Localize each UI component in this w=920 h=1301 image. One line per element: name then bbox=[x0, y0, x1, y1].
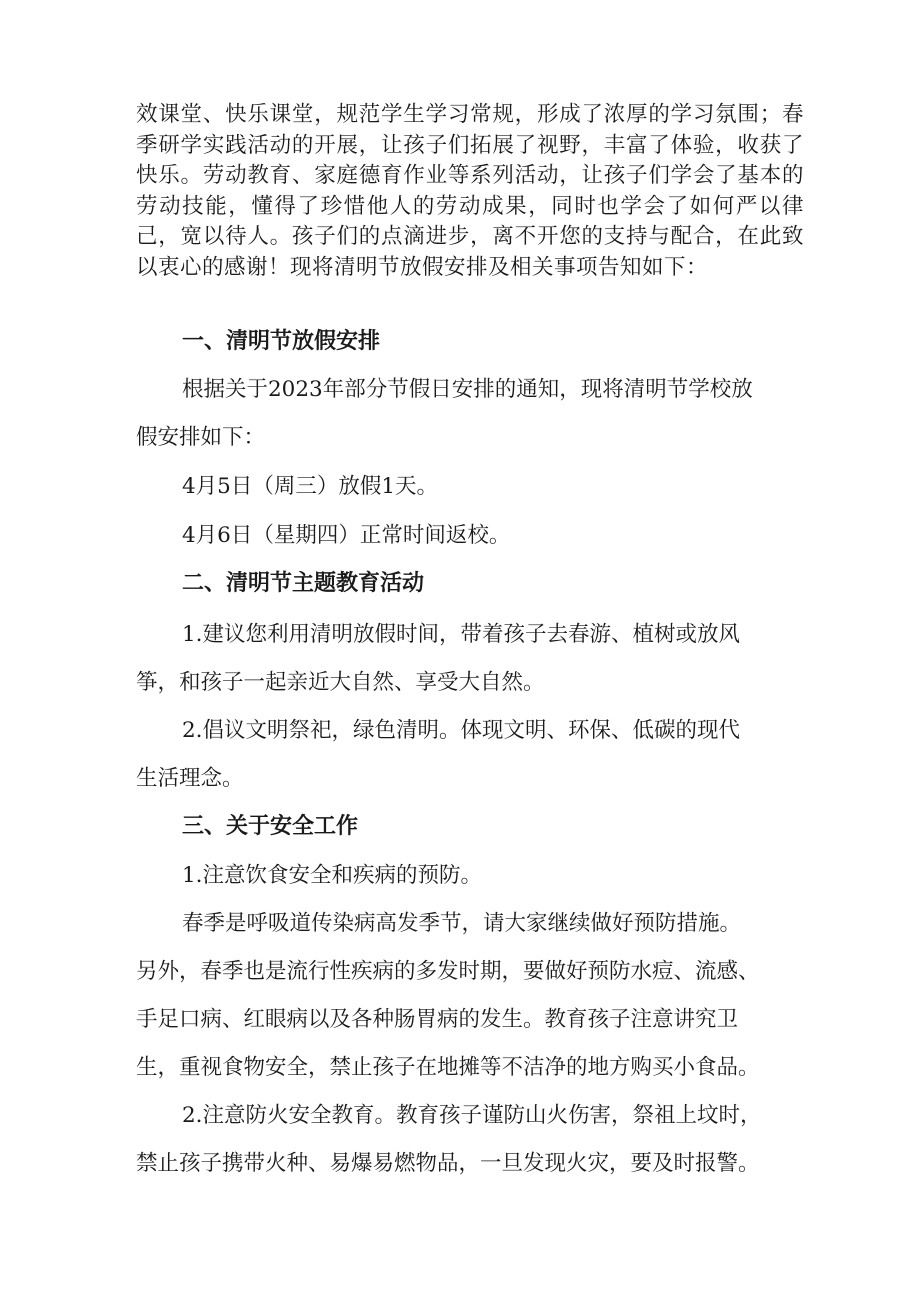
section2-item1-line2: 筝，和孩子一起亲近大自然、享受大自然。 bbox=[136, 670, 545, 695]
section3-item2-line1: 2.注意防火安全教育。教育孩子谨防山火伤害，祭祖上坟时， bbox=[182, 1103, 762, 1128]
section3-item2-line2: 禁止孩子携带火种、易爆易燃物品，一旦发现火灾，要及时报警。 bbox=[136, 1151, 760, 1176]
section3-paragraph-line2: 另外，春季也是流行性疾病的多发时期，要做好预防水痘、流感、 bbox=[136, 959, 760, 984]
section2-item2-line1: 2.倡议文明祭祀，绿色清明。体现文明、环保、低碳的现代 bbox=[182, 718, 741, 743]
section1-heading: 一、清明节放假安排 bbox=[182, 329, 381, 354]
section1-paragraph-line2: 假安排如下： bbox=[136, 425, 266, 450]
intro-paragraph: 效课堂、快乐课堂，规范学生学习常规，形成了浓厚的学习氛围；春季研学实践活动的开展，让孩子们拓展了视野，丰富了体验，收获了快乐。劳动教育、家庭德育作业等系列活动，让孩子们学会了基本的劳动技能，懂得了珍惜他人的劳动成果，同时也学会了如何严以律己，宽以待人。孩子们的点滴进步，离不开您的支持与配合，在此致以衷心的感谢！现将清明节放假安排及相关事项告知如下： bbox=[136, 102, 804, 280]
section3-paragraph-line3: 手足口病、红眼病以及各种肠胃病的发生。教育孩子注意讲究卫 bbox=[136, 1007, 739, 1032]
section3-heading: 三、关于安全工作 bbox=[182, 814, 359, 839]
section1-item1: 4月5日（周三）放假1天。 bbox=[182, 474, 439, 499]
section2-item1-line1: 1.建议您利用清明放假时间，带着孩子去春游、植树或放风 bbox=[182, 622, 741, 647]
section1-item2: 4月6日（星期四）正常时间返校。 bbox=[182, 523, 511, 548]
section3-item1-title: 1.注意饮食安全和疾病的预防。 bbox=[182, 863, 483, 888]
section3-paragraph-line4: 生，重视食物安全，禁止孩子在地摊等不洁净的地方购买小食品。 bbox=[136, 1055, 760, 1080]
section2-heading: 二、清明节主题教育活动 bbox=[182, 571, 425, 596]
section3-paragraph-line1: 春季是呼吸道传染病高发季节，请大家继续做好预防措施。 bbox=[182, 911, 742, 936]
section1-paragraph-line1: 根据关于2023年部分节假日安排的通知，现将清明节学校放 bbox=[182, 377, 753, 402]
section2-item2-line2: 生活理念。 bbox=[136, 766, 244, 791]
